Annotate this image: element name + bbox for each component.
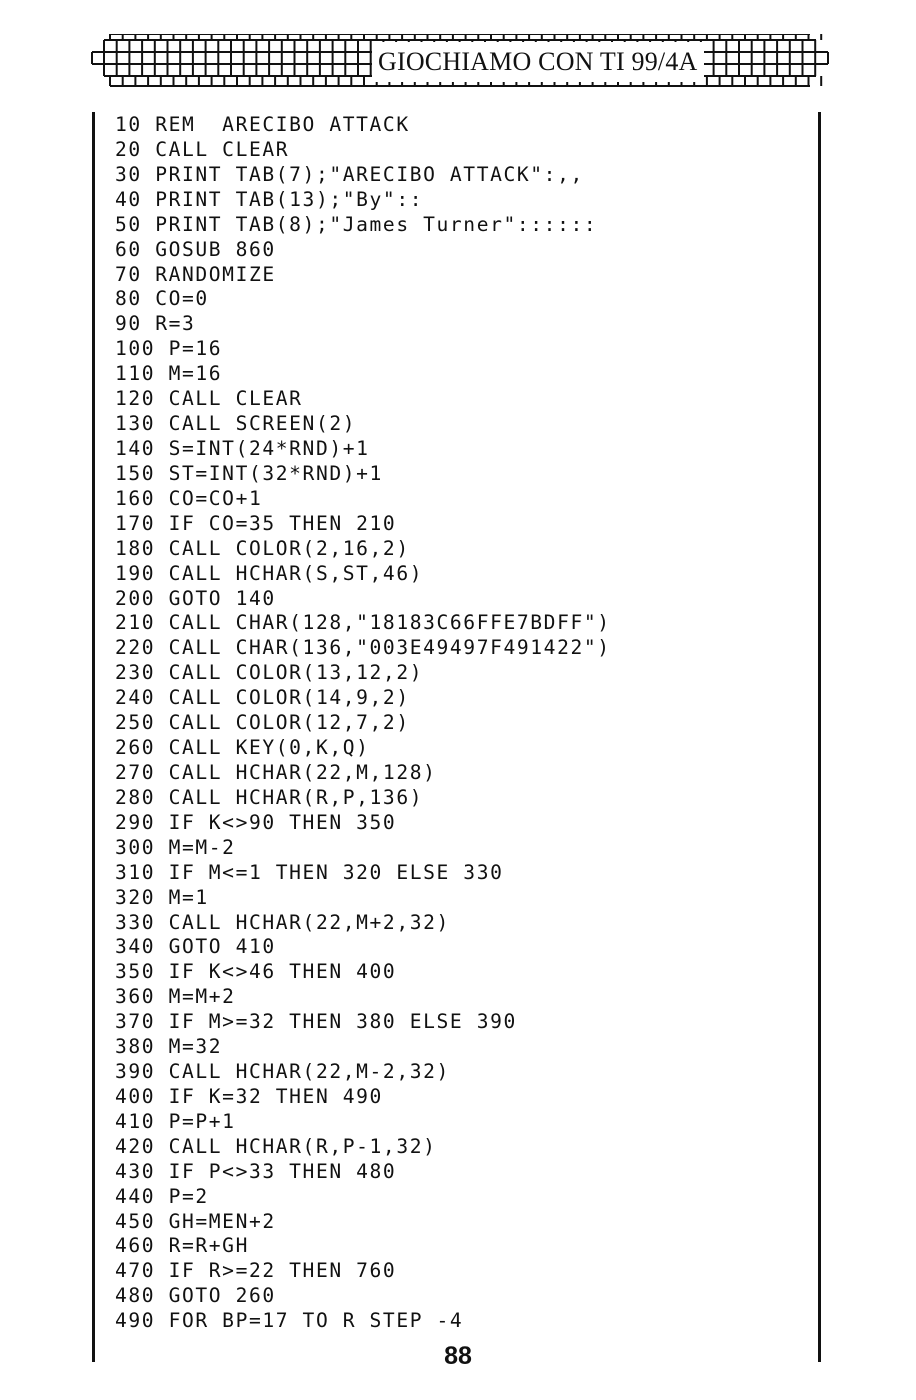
code-line: 200 GOTO 140 bbox=[115, 586, 276, 610]
code-line: 340 GOTO 410 bbox=[115, 935, 276, 959]
code-line: 280 CALL HCHAR(R,P,136) bbox=[115, 785, 424, 809]
code-line: 230 CALL COLOR(13,12,2) bbox=[115, 661, 424, 685]
program-listing bbox=[115, 113, 611, 1334]
code-line: 400 IF K=32 THEN 490 bbox=[115, 1084, 383, 1108]
code-line: 410 P=P+1 bbox=[115, 1109, 236, 1133]
code-line: 90 R=3 bbox=[115, 312, 196, 336]
code-line: 440 P=2 bbox=[115, 1184, 209, 1208]
code-line: 160 CO=CO+1 bbox=[115, 486, 263, 510]
code-line: 350 IF K<>46 THEN 400 bbox=[115, 960, 397, 984]
code-line: 80 CO=0 bbox=[115, 287, 209, 311]
code-line: 180 CALL COLOR(2,16,2) bbox=[115, 536, 410, 560]
code-line: 70 RANDOMIZE bbox=[115, 262, 276, 286]
code-line: 220 CALL CHAR(136,"003E49497F491422") bbox=[115, 636, 611, 660]
right-margin-rule bbox=[818, 112, 821, 1362]
code-line: 300 M=M-2 bbox=[115, 835, 236, 859]
code-line: 260 CALL KEY(0,K,Q) bbox=[115, 736, 370, 760]
code-line: 270 CALL HCHAR(22,M,128) bbox=[115, 760, 437, 784]
code-line: 480 GOTO 260 bbox=[115, 1284, 276, 1308]
code-line: 10 REM ARECIBO ATTACK bbox=[115, 113, 410, 136]
code-line: 420 CALL HCHAR(R,P-1,32) bbox=[115, 1134, 437, 1158]
code-line: 150 ST=INT(32*RND)+1 bbox=[115, 461, 383, 485]
code-line: 50 PRINT TAB(8);"James Turner":::::: bbox=[115, 212, 598, 236]
code-line: 30 PRINT TAB(7);"ARECIBO ATTACK":,, bbox=[115, 162, 584, 186]
code-line: 20 CALL CLEAR bbox=[115, 137, 290, 161]
code-line: 360 M=M+2 bbox=[115, 985, 236, 1009]
code-line: 370 IF M>=32 THEN 380 ELSE 390 bbox=[115, 1010, 517, 1034]
code-line: 320 M=1 bbox=[115, 885, 209, 909]
code-line: 250 CALL COLOR(12,7,2) bbox=[115, 711, 410, 735]
code-line: 170 IF CO=35 THEN 210 bbox=[115, 511, 397, 535]
code-line: 490 FOR BP=17 TO R STEP -4 bbox=[115, 1309, 464, 1333]
page-header bbox=[90, 34, 830, 90]
code-line: 100 P=16 bbox=[115, 337, 223, 361]
code-line: 290 IF K<>90 THEN 350 bbox=[115, 810, 397, 834]
code-line: 450 GH=MEN+2 bbox=[115, 1209, 276, 1233]
code-line: 210 CALL CHAR(128,"18183C66FFE7BDFF") bbox=[115, 611, 611, 635]
left-margin-rule bbox=[92, 112, 95, 1362]
page-header-title: GIOCHIAMO CON TI 99/4A bbox=[372, 42, 704, 82]
code-line: 140 S=INT(24*RND)+1 bbox=[115, 436, 370, 460]
code-line: 120 CALL CLEAR bbox=[115, 387, 303, 411]
code-line: 380 M=32 bbox=[115, 1035, 223, 1059]
code-line: 240 CALL COLOR(14,9,2) bbox=[115, 686, 410, 710]
code-line: 470 IF R>=22 THEN 760 bbox=[115, 1259, 397, 1283]
code-line: 130 CALL SCREEN(2) bbox=[115, 412, 357, 436]
code-line: 40 PRINT TAB(13);"By":: bbox=[115, 187, 424, 211]
code-line: 310 IF M<=1 THEN 320 ELSE 330 bbox=[115, 860, 504, 884]
code-line: 60 GOSUB 860 bbox=[115, 237, 276, 261]
code-line: 390 CALL HCHAR(22,M-2,32) bbox=[115, 1060, 450, 1084]
code-line: 330 CALL HCHAR(22,M+2,32) bbox=[115, 910, 450, 934]
code-line: 110 M=16 bbox=[115, 362, 223, 386]
code-line: 460 R=R+GH bbox=[115, 1234, 249, 1258]
page-number: 88 bbox=[444, 1342, 472, 1370]
code-line: 190 CALL HCHAR(S,ST,46) bbox=[115, 561, 424, 585]
code-line: 430 IF P<>33 THEN 480 bbox=[115, 1159, 397, 1183]
